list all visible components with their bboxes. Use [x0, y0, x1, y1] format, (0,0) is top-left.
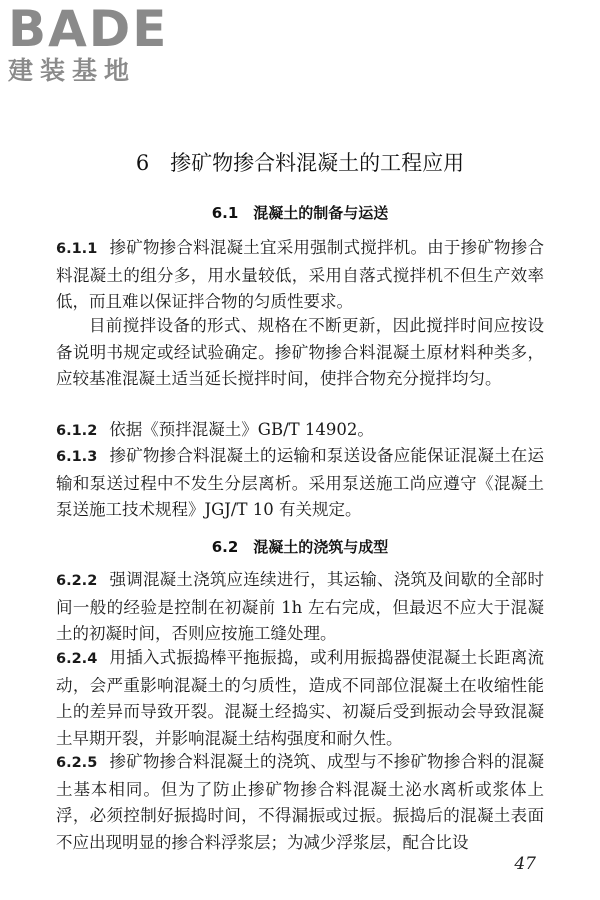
clause-number: 6.1.3 — [56, 449, 98, 465]
clause-number: 6.2.2 — [56, 573, 98, 589]
bade-logo — [8, 0, 178, 86]
clause-6-2-4 — [56, 645, 544, 752]
clause-number: 6.1.2 — [56, 423, 98, 439]
clause-text: 强调混凝土浇筑应连续进行，其运输、浇筑及间歇的全部时间一般的经验是控制在初凝前 1h 左右完成，但最迟不应大于混凝土的初凝时间，否则应按施工缝处理。 — [56, 570, 544, 643]
clause-6-2-5 — [56, 749, 544, 856]
clause-6-1-1 — [56, 235, 544, 316]
clause-6-1-2 — [56, 417, 544, 445]
chapter-title: 6 掺矿物掺合料混凝土的工程应用 — [135, 151, 465, 175]
clause-text: 依据《预拌混凝土》GB/T 14902。 — [109, 420, 374, 439]
clause-6-2-2 — [56, 567, 544, 648]
clause-number: 6.2.5 — [56, 755, 98, 771]
logo-brand-text: BADE — [8, 0, 169, 58]
clause-text: 掺矿物掺合料混凝土的浇筑、成型与不掺矿物掺合料的混凝土基本相同。但为了防止掺矿物掺合料混凝土泌水离析或浆体上浮，必须控制好振捣时间，不得漏振或过振。振捣后的混凝土表面不应出现明显的掺合料浮浆层；为减少浮浆层，配合比设 — [56, 752, 544, 852]
section-title-6-1: 6.1 混凝土的制备与运送 — [211, 204, 389, 222]
page-number: 47 — [514, 854, 536, 874]
clause-6-1-3 — [56, 443, 544, 524]
clause-text: 用插入式振捣棒平拖振捣，或利用振捣器使混凝土长距离流动，会严重影响混凝土的匀质性，造成不同部位混凝土在收缩性能上的差异而导致开裂。混凝土经捣实、初凝后受到振动会导致混凝土早期开裂，并影响混凝土结构强度和耐久性。 — [56, 648, 544, 748]
clause-number: 6.2.4 — [56, 651, 98, 667]
clause-text: 掺矿物掺合料混凝土宜采用强制式搅拌机。由于掺矿物掺合料混凝土的组分多，用水量较低，采用自落式搅拌机不但生产效率低，而且难以保证拌合物的匀质性要求。 — [56, 238, 544, 311]
clause-text: 掺矿物掺合料混凝土的运输和泵送设备应能保证混凝土在运输和泵送过程中不发生分层离析。采用泵送施工尚应遵守《混凝土泵送施工技术规程》JGJ/T 10 有关规定。 — [56, 446, 544, 519]
clause-number: 6.1.1 — [56, 241, 98, 257]
clause-6-1-1-continued: 目前搅拌设备的形式、规格在不断更新，因此搅拌时间应按设备说明书规定或经试验确定。掺矿物掺合料混凝土原材料种类多，应较基准混凝土适当延长搅拌时间，使拌合物充分搅拌均匀。 — [56, 316, 544, 388]
logo-subtitle: 建装基地 — [8, 56, 137, 85]
section-title-6-2: 6.2 混凝土的浇筑与成型 — [211, 538, 389, 556]
